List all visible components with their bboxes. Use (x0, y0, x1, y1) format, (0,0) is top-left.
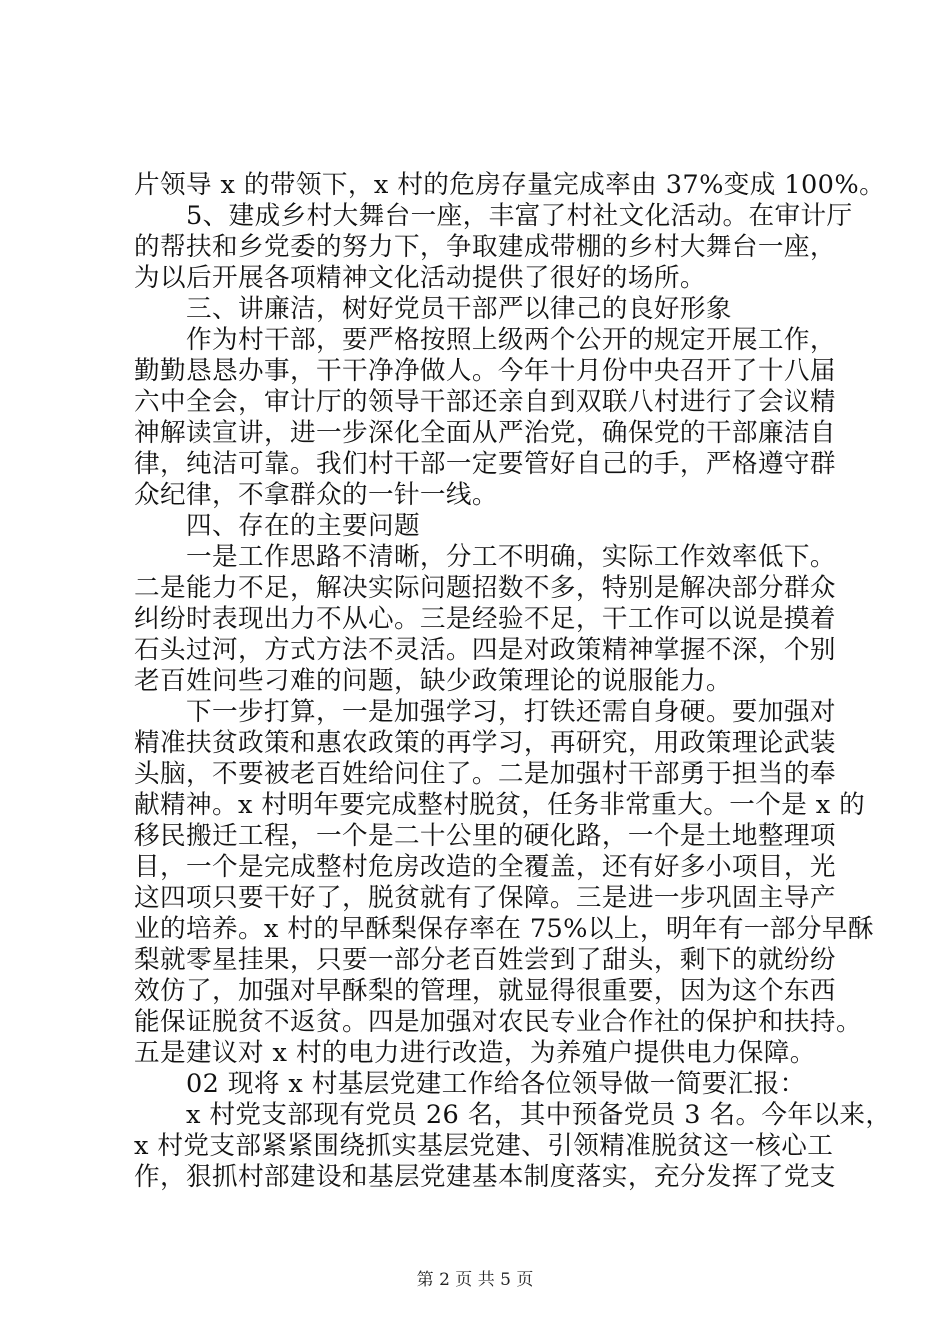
text-line: 片领导 x 的带领下，x 村的危房存量完成率由 37%变成 100%。 (134, 170, 886, 200)
text-line: 献精神。x 村明年要完成整村脱贫，任务非常重大。一个是 x 的 (134, 790, 866, 820)
text-line: 的帮扶和乡党委的努力下，争取建成带棚的乡村大舞台一座， (134, 232, 836, 262)
page-footer: 第 2 页 共 5 页 (416, 1270, 534, 1290)
text-line: 效仿了，加强对早酥梨的管理，就显得很重要，因为这个东西 (134, 976, 836, 1006)
text-line: 能保证脱贫不返贫。四是加强对农民专业合作社的保护和扶持。 (134, 1007, 862, 1037)
text-line: 5、建成乡村大舞台一座，丰富了村社文化活动。在审计厅 (134, 201, 853, 231)
text-line: 一是工作思路不清晰，分工不明确，实际工作效率低下。 (134, 542, 836, 572)
text-line: 精准扶贫政策和惠农政策的再学习，再研究，用政策理论武装 (134, 728, 836, 758)
text-line: 目，一个是完成整村危房改造的全覆盖，还有好多小项目，光 (134, 852, 836, 882)
text-line: 律，纯洁可靠。我们村干部一定要管好自己的手，严格遵守群 (134, 449, 836, 479)
document-body (134, 170, 892, 1193)
text-line: 下一步打算，一是加强学习，打铁还需自身硬。要加强对 (134, 697, 836, 727)
text-line: 梨就零星挂果，只要一部分老百姓尝到了甜头，剩下的就纷纷 (134, 945, 836, 975)
text-line: 02 现将 x 村基层党建工作给各位领导做一简要汇报： (134, 1069, 806, 1099)
text-line: 三、讲廉洁，树好党员干部严以律己的良好形象 (134, 294, 732, 324)
text-line: 作，狠抓村部建设和基层党建基本制度落实，充分发挥了党支 (134, 1162, 836, 1192)
text-line: 头脑，不要被老百姓给问住了。二是加强村干部勇于担当的奉 (134, 759, 836, 789)
text-line: 神解读宣讲，进一步深化全面从严治党，确保党的干部廉洁自 (134, 418, 836, 448)
text-line: 老百姓问些刁难的问题，缺少政策理论的说服能力。 (134, 666, 732, 696)
text-line: x 村党支部紧紧围绕抓实基层党建、引领精准脱贫这一核心工 (134, 1131, 834, 1161)
text-line: 作为村干部，要严格按照上级两个公开的规定开展工作， (134, 325, 836, 355)
text-line: 为以后开展各项精神文化活动提供了很好的场所。 (134, 263, 706, 293)
text-line: 五是建议对 x 村的电力进行改造，为养殖户提供电力保障。 (134, 1038, 816, 1068)
text-line: 二是能力不足，解决实际问题招数不多，特别是解决部分群众 (134, 573, 836, 603)
text-line: 石头过河，方式方法不灵活。四是对政策精神掌握不深，个别 (134, 635, 836, 665)
text-line: 纠纷时表现出力不从心。三是经验不足，干工作可以说是摸着 (134, 604, 836, 634)
text-line: 业的培养。x 村的早酥梨保存率在 75%以上，明年有一部分早酥 (134, 914, 874, 944)
text-line: 六中全会，审计厅的领导干部还亲自到双联八村进行了会议精 (134, 387, 836, 417)
text-line: 众纪律，不拿群众的一针一线。 (134, 480, 498, 510)
text-line: 移民搬迁工程，一个是二十公里的硬化路，一个是土地整理项 (134, 821, 836, 851)
text-line: x 村党支部现有党员 26 名，其中预备党员 3 名。今年以来， (134, 1100, 892, 1130)
text-line: 勤勤恳恳办事，干干净净做人。今年十月份中央召开了十八届 (134, 356, 836, 386)
text-line: 这四项只要干好了，脱贫就有了保障。三是进一步巩固主导产 (134, 883, 836, 913)
text-line: 四、存在的主要问题 (134, 511, 420, 541)
